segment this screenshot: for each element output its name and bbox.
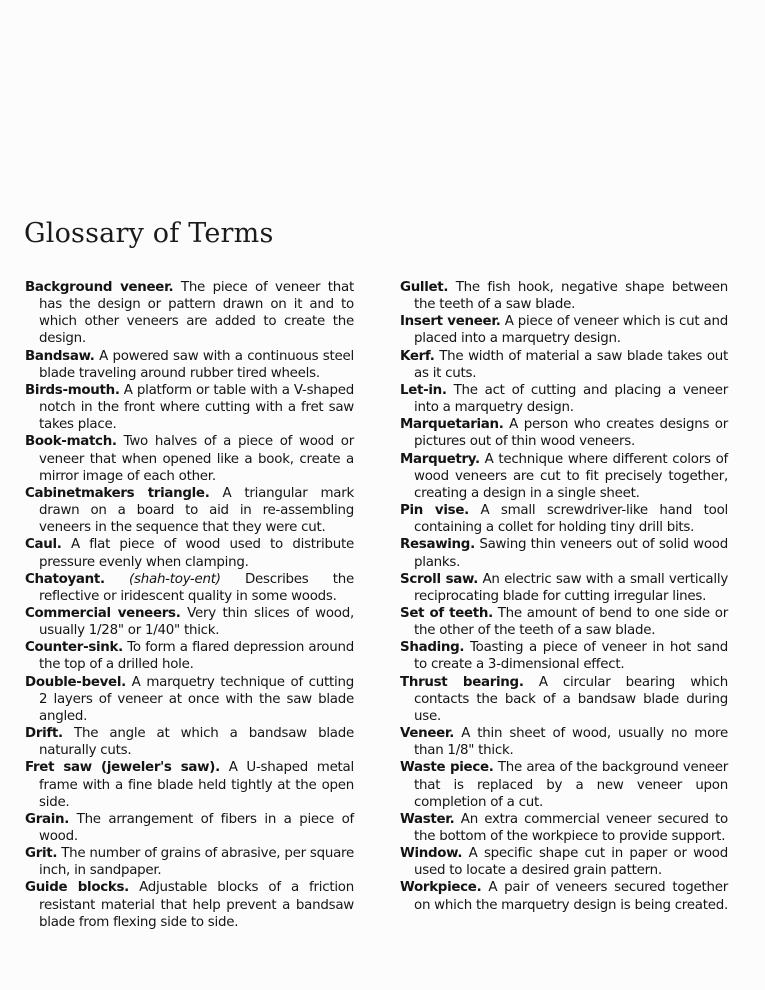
glossary-term: Gullet. (400, 280, 449, 295)
glossary-entry (25, 485, 354, 536)
glossary-pronunciation: (shah-toy-ent) (129, 571, 221, 587)
glossary-entry (25, 279, 354, 348)
glossary-column-left (25, 279, 354, 931)
glossary-definition: A pair of veneers secured together on which the marquetry design is being created. (414, 880, 728, 913)
glossary-term: Drift. (25, 726, 63, 742)
glossary-term: Pin vise. (400, 503, 469, 519)
glossary-definition: Two halves of a piece of wood or veneer that when opened like a book, create a mirror image of each other. (39, 434, 354, 484)
glossary-entry (25, 433, 354, 484)
glossary-definition: A small screwdriver-like hand tool containing a collet for holding tiny drill bits. (414, 503, 729, 536)
glossary-term: Background veneer. (25, 280, 174, 295)
glossary-definition: The piece of veneer that has the design or pattern drawn on it and to which other veneers are added to create the design. (39, 280, 354, 347)
glossary-term: Thrust bearing. (400, 674, 524, 690)
glossary-entry (400, 725, 728, 759)
glossary-term: Insert veneer. (400, 314, 501, 330)
glossary-term: Grain. (25, 811, 70, 827)
glossary-entry (25, 674, 354, 725)
glossary-definition: A marquetry technique of cutting 2 layers of veneer at once with the saw blade angled. (39, 674, 354, 724)
glossary-entry (25, 536, 354, 570)
glossary-entry (25, 605, 354, 639)
glossary-entry (400, 536, 728, 570)
glossary-term: Bandsaw. (25, 348, 95, 364)
glossary-entry (25, 382, 354, 433)
glossary-entry (25, 639, 354, 673)
glossary-entry (400, 879, 728, 913)
glossary-term: Marquetry. (400, 451, 480, 467)
glossary-term: Caul. (25, 537, 62, 553)
glossary-entry (400, 279, 728, 313)
glossary-definition: The fish hook, negative shape between the teeth of a saw blade. (414, 280, 728, 313)
glossary-entry (400, 502, 728, 536)
glossary-entry (400, 348, 728, 382)
glossary-definition: The number of grains of abrasive, per square inch, in sandpaper. (39, 846, 354, 879)
glossary-term: Window. (400, 846, 463, 862)
glossary-term: Workpiece. (400, 880, 482, 896)
glossary-definition: An extra commercial veneer secured to the bottom of the workpiece to provide support. (414, 811, 728, 844)
glossary-definition: Sawing thin veneers out of solid wood planks. (414, 537, 728, 570)
glossary-entry (400, 382, 728, 416)
glossary-definition: A platform or table with a V-shaped notch in the front where cutting with a fret saw takes place. (39, 382, 354, 433)
glossary-term: Chatoyant. (25, 571, 105, 587)
glossary-entry (25, 725, 354, 759)
glossary-definition: Very thin slices of wood, usually 1/28" or 1/40" thick. (39, 605, 354, 639)
glossary-definition: An electric saw with a small vertically reciprocating blade for cutting irregular lines. (414, 571, 728, 604)
glossary-definition: A person who creates designs or pictures out of thin wood veneers. (414, 417, 728, 450)
glossary-term: Counter-sink. (25, 640, 123, 656)
glossary-term: Marquetarian. (400, 417, 504, 433)
glossary-term: Book-match. (25, 434, 117, 450)
glossary-entry (400, 313, 728, 347)
glossary-term: Shading. (400, 640, 465, 656)
glossary-entry (400, 416, 728, 450)
glossary-term: Grit. (25, 846, 58, 862)
glossary-column-right (400, 279, 728, 914)
glossary-definition: A triangular mark drawn on a board to aid in re-assembling veneers in the sequence that they were cut. (39, 485, 354, 536)
glossary-term: Scroll saw. (400, 571, 478, 587)
glossary-entry (25, 348, 354, 382)
glossary-definition: The area of the background veneer that is replaced by a new veneer upon completion of a cut. (414, 760, 728, 810)
glossary-entry (25, 845, 354, 879)
glossary-term: Cabinetmakers triangle. (25, 485, 210, 501)
glossary-definition: A piece of veneer which is cut and placed into a marquetry design. (414, 314, 728, 347)
glossary-term: Birds-mouth. (25, 382, 120, 398)
glossary-definition: Describes the reflective or iridescent quality in some woods. (39, 571, 354, 604)
glossary-definition: A specific shape cut in paper or wood used to locate a desired grain pattern. (414, 846, 728, 879)
glossary-term: Kerf. (400, 348, 435, 364)
glossary-term: Fret saw (jeweler's saw). (25, 760, 220, 776)
glossary-definition: A U-shaped metal frame with a fine blade held tightly at the open side. (39, 760, 354, 810)
glossary-term: Guide blocks. (25, 880, 129, 896)
glossary-term: Waster. (400, 811, 455, 827)
glossary-definition: The arrangement of fibers in a piece of wood. (39, 811, 354, 844)
glossary-definition: A powered saw with a continuous steel blade traveling around rubber tired wheels. (39, 348, 354, 381)
glossary-definition: A technique where different colors of wood veneers are cut to fit precisely together, creating a design in a single sheet. (414, 451, 728, 501)
glossary-definition: The act of cutting and placing a veneer into a marquetry design. (414, 382, 728, 416)
glossary-definition: Adjustable blocks of a friction resistant material that help prevent a bandsaw blade from flexing side to side. (39, 880, 354, 930)
glossary-entry (400, 639, 728, 673)
glossary-term: Commercial veneers. (25, 605, 181, 621)
glossary-definition: A thin sheet of wood, usually no more than 1/8" thick. (414, 726, 728, 759)
glossary-definition: Toasting a piece of veneer in hot sand to create a 3-dimensional effect. (414, 640, 728, 673)
glossary-term: Waste piece. (400, 760, 494, 776)
glossary-definition: The width of material a saw blade takes out as it cuts. (414, 348, 728, 381)
glossary-term: Double-bevel. (25, 674, 126, 690)
glossary-entry (400, 845, 728, 879)
glossary-entry (400, 674, 728, 725)
glossary-definition: The amount of bend to one side or the other of the teeth of a saw blade. (414, 605, 728, 639)
glossary-entry (400, 571, 728, 605)
glossary-entry (400, 605, 728, 639)
glossary-entry (400, 451, 728, 502)
glossary-definition: A circular bearing which contacts the back of a bandsaw blade during use. (414, 674, 728, 724)
glossary-term: Veneer. (400, 726, 455, 742)
glossary-entry (25, 759, 354, 810)
page-title: Glossary of Terms (24, 218, 274, 249)
glossary-term: Resawing. (400, 537, 475, 553)
glossary-entry (400, 759, 728, 810)
glossary-definition: The angle at which a bandsaw blade naturally cuts. (39, 726, 354, 759)
glossary-definition: A flat piece of wood used to distribute pressure evenly when clamping. (39, 537, 354, 570)
glossary-entry (400, 811, 728, 845)
glossary-term: Set of teeth. (400, 605, 493, 621)
glossary-term: Let-in. (400, 382, 447, 398)
glossary-entry (25, 879, 354, 930)
glossary-entry (25, 811, 354, 845)
glossary-entry (25, 571, 354, 605)
glossary-definition: To form a flared depression around the top of a drilled hole. (39, 640, 354, 673)
